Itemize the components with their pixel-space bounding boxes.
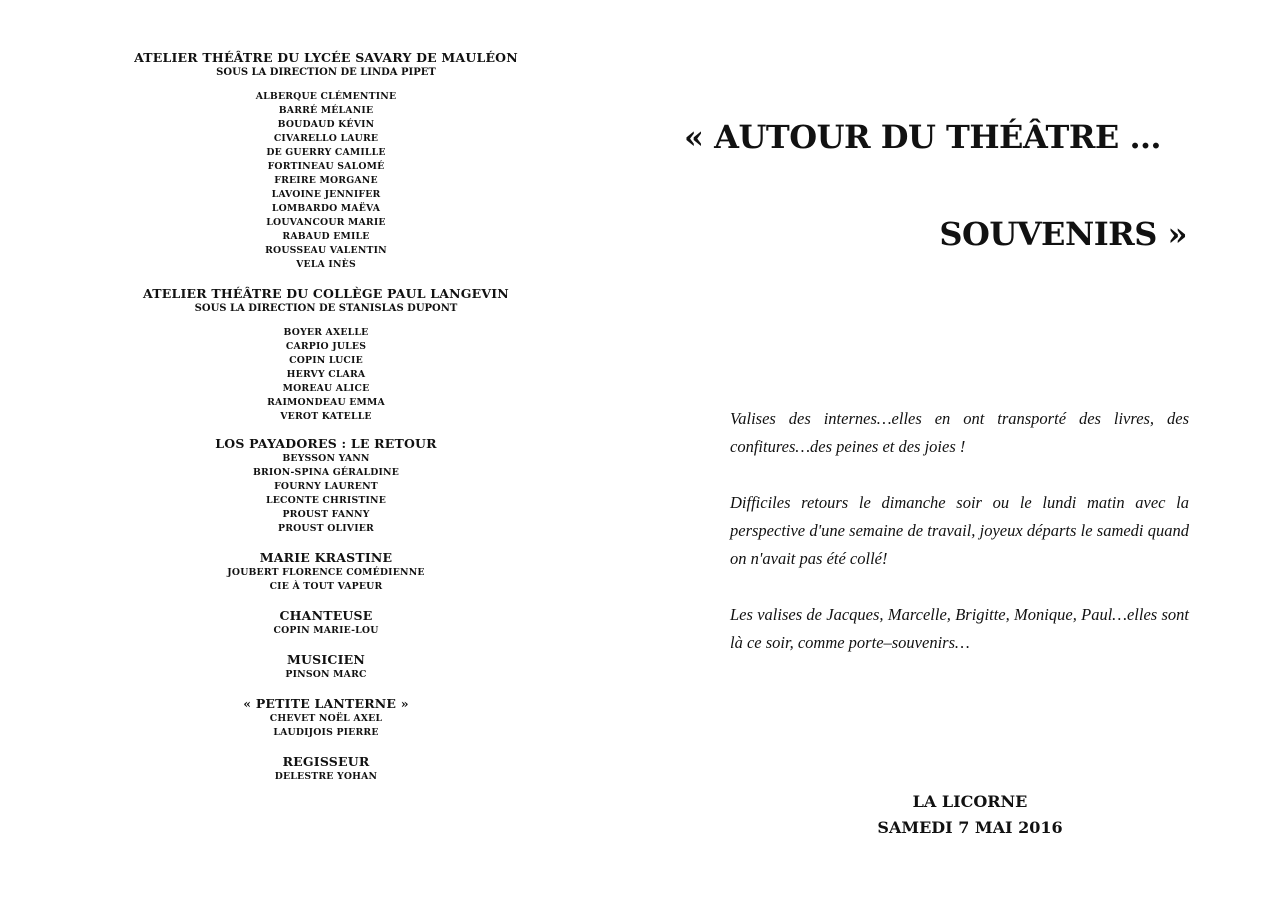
venue-name: LA LICORNE: [912, 792, 1028, 811]
cast-member: PINSON MARC: [285, 669, 367, 680]
cast-section: [110, 550, 542, 594]
section-title: « PETITE LANTERNE »: [243, 696, 409, 711]
cast-list: [110, 50, 542, 784]
cast-section: [110, 608, 542, 638]
cast-member: MOREAU ALICE: [282, 383, 370, 394]
cast-member: BARRÉ MÉLANIE: [278, 105, 374, 116]
cast-member: ROUSSEAU VALENTIN: [265, 245, 387, 256]
cast-member: BRION-SPINA GÉRALDINE: [252, 467, 400, 478]
cast-member: FORTINEAU SALOMÉ: [267, 161, 385, 172]
cast-section: [110, 50, 542, 272]
cast-member: PROUST FANNY: [282, 509, 370, 520]
section-title: MARIE KRASTINE: [259, 550, 393, 565]
cast-member: LOMBARDO MAËVA: [271, 203, 381, 214]
cast-member: CARPIO JULES: [285, 341, 367, 352]
show-title: « AUTOUR DU THÉÂTRE …: [684, 118, 1161, 156]
show-description: [730, 405, 1189, 685]
cast-member: LOUVANCOUR MARIE: [266, 217, 386, 228]
cast-member: JOUBERT FLORENCE COMÉDIENNE: [227, 567, 425, 578]
cast-member: LAVOINE JENNIFER: [271, 189, 381, 200]
description-paragraph: Les valises de Jacques, Marcelle, Brigitte, Monique, Paul…elles sont là ce soir, comme porte–souvenirs…: [730, 605, 1189, 652]
cover-page: [640, 0, 1279, 904]
cast-member: DELESTRE YOHAN: [274, 771, 378, 782]
cast-member: ALBERQUE CLÉMENTINE: [255, 91, 397, 102]
cast-member: VELA INÈS: [296, 259, 356, 270]
cast-member: PROUST OLIVIER: [278, 523, 374, 534]
cast-member: BEYSSON YANN: [282, 453, 370, 464]
section-subtitle: SOUS LA DIRECTION DE LINDA PIPET: [216, 67, 436, 78]
cast-section: [110, 754, 542, 784]
cast-member: CIE À TOUT VAPEUR: [269, 581, 383, 592]
show-title-continued: SOUVENIRS »: [939, 215, 1187, 253]
cast-section: [110, 286, 542, 424]
cast-member: BOUDAUD KÉVIN: [277, 119, 375, 130]
section-title: ATELIER THÉÂTRE DU LYCÉE SAVARY DE MAULÉON: [134, 50, 518, 65]
cast-section: [110, 652, 542, 682]
cast-section: [110, 436, 542, 536]
section-subtitle: SOUS LA DIRECTION DE STANISLAS DUPONT: [194, 303, 458, 314]
cast-member: HERVY CLARA: [286, 369, 366, 380]
cast-member: FOURNY LAURENT: [274, 481, 378, 492]
cast-member: RAIMONDEAU EMMA: [267, 397, 385, 408]
cast-member: BOYER AXELLE: [283, 327, 369, 338]
section-title: CHANTEUSE: [279, 608, 373, 623]
description-paragraph: Difficiles retours le dimanche soir ou le lundi matin avec la perspective d'une semaine de travail, joyeux départs le samedi quand on n'avait pas été collé!: [730, 493, 1189, 568]
section-title: ATELIER THÉÂTRE DU COLLÈGE PAUL LANGEVIN: [143, 286, 509, 301]
cast-member: VEROT KATELLE: [280, 411, 372, 422]
cast-member: COPIN MARIE-LOU: [273, 625, 379, 636]
cast-section: [110, 696, 542, 740]
cast-member: COPIN LUCIE: [289, 355, 363, 366]
cast-member: DE GUERRY CAMILLE: [266, 147, 386, 158]
cast-member: LECONTE CHRISTINE: [265, 495, 387, 506]
cast-member: CIVARELLO LAURE: [273, 133, 379, 144]
description-paragraph: Valises des internes…elles en ont transporté des livres, des confitures…des peines et des joies !: [730, 409, 1189, 456]
section-title: MUSICIEN: [287, 652, 365, 667]
cast-member: LAUDIJOIS PIERRE: [273, 727, 379, 738]
section-title: LOS PAYADORES : LE RETOUR: [215, 436, 437, 451]
cast-member: CHEVET NOËL AXEL: [269, 713, 383, 724]
event-date: SAMEDI 7 MAI 2016: [877, 818, 1063, 837]
cast-member: FREIRE MORGANE: [274, 175, 378, 186]
section-title: REGISSEUR: [282, 754, 370, 769]
event-info: [820, 789, 1120, 841]
cast-member: RABAUD EMILE: [282, 231, 370, 242]
